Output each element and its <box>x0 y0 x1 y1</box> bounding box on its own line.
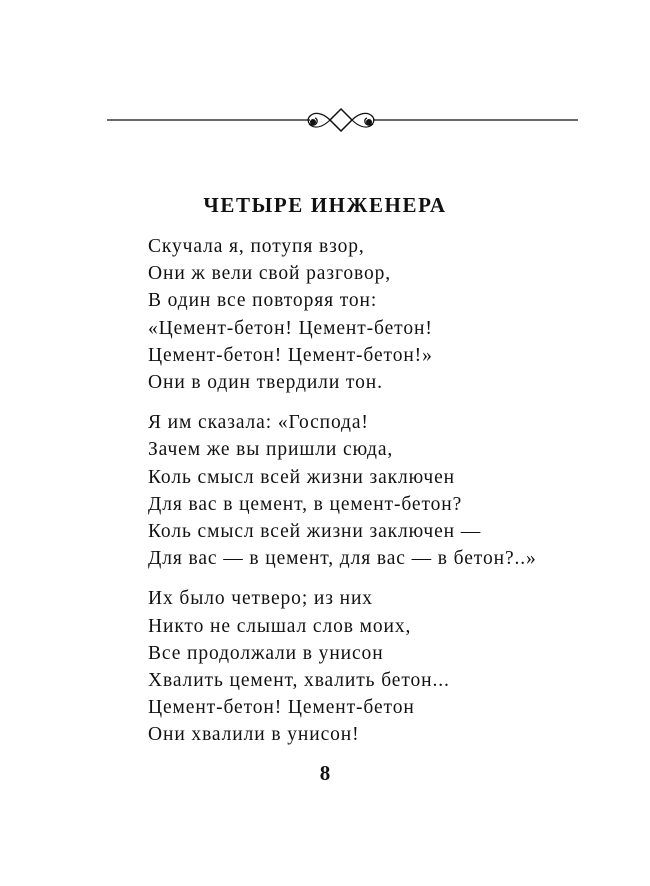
poem-line: Зачем же вы пришли сюда, <box>148 439 394 461</box>
poem-line: Все продолжали в унисон <box>148 642 384 664</box>
poem-line: Их было четверо; из них <box>148 588 373 610</box>
poem-line: Коль смысл всей жизни заключен — <box>148 521 482 543</box>
poem-line: В один все повторяя тон: <box>148 290 378 312</box>
poem-line: Они хвалили в унисон! <box>148 724 360 746</box>
poem-line: Для вас в цемент, в цемент-бетон? <box>148 493 463 515</box>
poem-line: Хвалить цемент, хвалить бетон... <box>148 670 450 692</box>
poem-line: Они ж вели свой разговор, <box>148 263 392 285</box>
stanza <box>148 585 628 748</box>
poem-line: Цемент-бетон! Цемент-бетон!» <box>148 344 433 366</box>
page-number: 8 <box>319 761 331 785</box>
poem-line: Я им сказала: «Господа! <box>148 412 369 434</box>
poem-line: Никто не слышал слов моих, <box>148 615 412 637</box>
scroll-divider-icon <box>107 109 578 131</box>
poem-line: Для вас — в цемент, для вас — в бетон?..» <box>148 548 537 570</box>
poem-line: Цемент-бетон! Цемент-бетон <box>148 697 415 719</box>
poem-line: Они в один твердили тон. <box>148 372 383 394</box>
poem-line: Коль смысл всей жизни заключен <box>148 466 455 488</box>
poem-title: ЧЕТЫРЕ ИНЖЕНЕРА <box>203 193 447 217</box>
poem-line: Скучала я, потупя взор, <box>148 236 365 257</box>
stanza <box>148 233 628 396</box>
poem-line: «Цемент-бетон! Цемент-бетон! <box>148 317 433 339</box>
divider-ornament <box>0 96 650 132</box>
stanza <box>148 409 628 572</box>
poem-body <box>148 233 628 762</box>
